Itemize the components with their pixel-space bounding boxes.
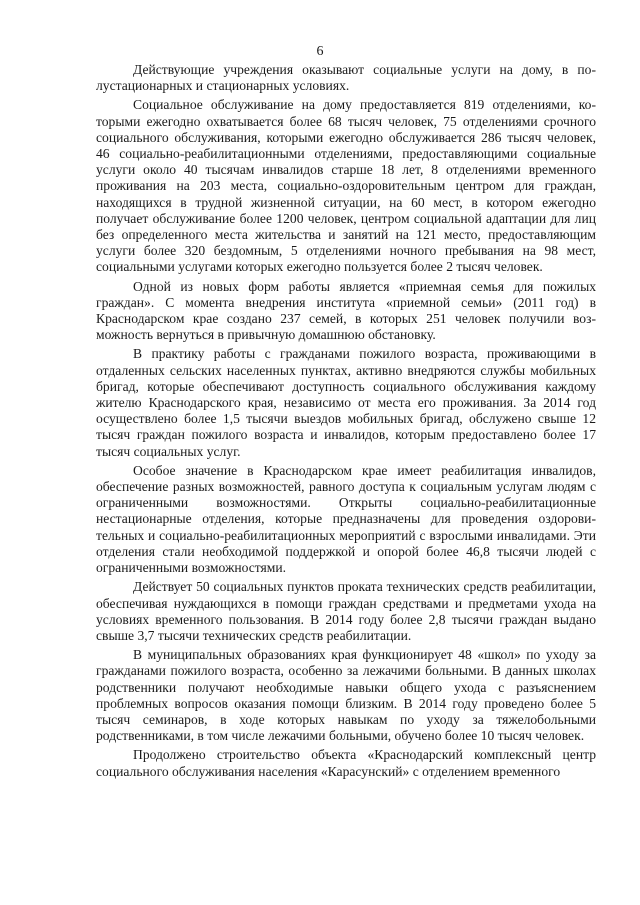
paragraph-rental-points: Действует 50 социальных пунктов проката технических средств реабилитации, обеспечивая нуждающихся в помощи граждан средствами и предметами ухода на условиях временного пользования. В 2014 году более 2,8 тысячи граждан выдано свыше 3,7 тысячи технических средств реабилитации.	[96, 579, 596, 643]
paragraph-care-schools: В муниципальных образованиях края функционирует 48 «школ» по уходу за гражданами пожилого возраста, особенно за лежачими больными. В данных школах родственники получают необходимые навыки общего ухода с разъяснением проблемных вопросов оказания помощи близким. В 2014 году проведено более 5 тысяч семинаров, в ходе которых навыкам по уходу за тяжелобольными родственниками, в том числе лежачими больными, обучено более 10 тысяч человек.	[96, 647, 596, 744]
paragraph-construction: Продолжено строительство объекта «Краснодарский комплексный центр социального обслуживания населения «Карасунский» с отделением временного	[96, 747, 596, 779]
paragraph-institutions: Действующие учреждения оказывают социальные услуги на дому, в полустационарных и стационарных условиях.	[96, 62, 596, 94]
paragraph-mobile-brigades: В практику работы с гражданами пожилого возраста, проживающими в отдаленных сельских населенных пунктах, активно внедряются службы мобильных бригад, которые обеспечивают доступность социального обслуживания каждому жителю Краснодарского края, независимо от места его проживания. За 2014 год осуществлено более 1,5 тысячи выездов мобильных бригад, обслужено свыше 12 тысяч граждан пожилого возраста и инвалидов, которым предоставлено более 17 тысяч социальных услуг.	[96, 346, 596, 459]
paragraph-home-service: Социальное обслуживание на дому предоставляется 819 отделениями, которыми ежегодно охватывается более 68 тысяч человек, 75 отделениями срочного социального обслуживания, которыми ежегодно обслуживается 286 тысяч человек, 46 социально-реабилитационными отделениями, предоставляющими социальные услуги около 40 тысячам инвалидов старше 18 лет, 8 отделениями временного проживания на 203 места, социально-оздоровительным центром для граждан, находящихся в трудной жизненной ситуации, на 60 мест, в котором ежегодно получает обслуживание более 1200 человек, центром социальной адаптации для лиц без определенного места жительства и занятий на 121 место, предоставляющим услуги более 320 бездомным, 5 отделениями ночного пребывания на 98 мест, социальными услугами которых ежегодно пользуется более 2 тысяч человек.	[96, 97, 596, 275]
paragraph-foster-family: Одной из новых форм работы является «приемная семья для пожилых граждан». С момента внедрения института «приемной семьи» (2011 год) в Краснодарском крае создано 237 семей, в которых 251 человек получили возможность вернуться в привычную домашнюю обстановку.	[96, 278, 596, 343]
paragraph-rehabilitation: Особое значение в Краснодарском крае имеет реабилитация инвалидов, обеспечение разных возможностей, равного доступа к социальным услугам людям с ограниченными возможностями. Открыты социально-реабилитационные нестационарные отделения, которые предназначены для проведения оздоровительных и социально-реабилитационных мероприятий с взрослыми инвалидами. Эти отделения стали необходимой поддержкой и опорой более 46,8 тысячи людей с ограниченными возможностями.	[96, 462, 596, 576]
page-number: 6	[316, 44, 324, 59]
document-body	[96, 62, 596, 780]
